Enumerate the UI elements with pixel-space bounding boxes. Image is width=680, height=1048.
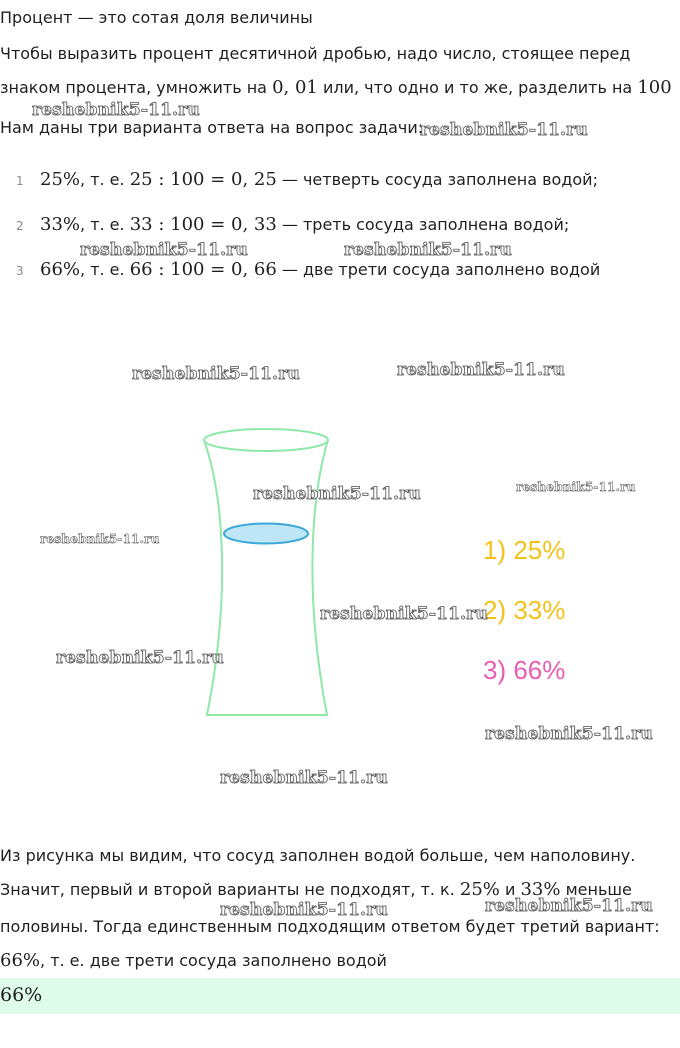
watermark: reshebnik5-11.ru <box>397 360 565 380</box>
conclusion-text-b: и <box>499 880 521 899</box>
intro-text: Нам даны три варианта ответа на вопрос задачи: <box>0 118 424 137</box>
watermark: reshebnik5-11.ru <box>56 648 224 668</box>
water-surface <box>224 524 308 544</box>
list-number: 3 <box>16 264 24 278</box>
figure-option-2: 2) 33% <box>483 595 566 625</box>
figure-option-3: 3) 66% <box>483 655 566 685</box>
watermark: reshebnik5-11.ru <box>320 604 488 624</box>
list-mid: , т. е. <box>80 170 130 189</box>
list-text: — четверть сосуда заполнена водой; <box>276 170 598 189</box>
watermark: reshebnik5-11.ru <box>485 724 653 744</box>
watermark: reshebnik5-11.ru <box>485 896 653 916</box>
list-text: — треть сосуда заполнена водой; <box>276 215 570 234</box>
rule-text-a: знаком процента, умножить на <box>0 78 273 97</box>
list-expression: 33 : 100 = 0, 33 <box>129 214 277 235</box>
conclusion-math-25: 25% <box>459 879 500 900</box>
rule-math-100: 100 <box>637 77 672 98</box>
conclusion-line-4 <box>0 950 387 972</box>
watermark: reshebnik5-11.ru <box>516 480 636 494</box>
watermark: reshebnik5-11.ru <box>220 768 388 788</box>
definition-heading: Процент — это сотая доля величины <box>0 8 313 27</box>
watermark: reshebnik5-11.ru <box>420 120 588 140</box>
figure-option-1: 1) 25% <box>483 535 566 565</box>
rule-text-b: или, что одно и то же, разделить на <box>317 78 638 97</box>
vessel-outline <box>204 440 328 715</box>
watermark: reshebnik5-11.ru <box>344 240 512 260</box>
list-percent: 33% <box>40 214 81 235</box>
conclusion-text-d: , т. е. две трети сосуда заполнено водой <box>40 951 387 970</box>
list-mid: , т. е. <box>80 260 130 279</box>
list-text: — две трети сосуда заполнено водой <box>276 260 601 279</box>
watermark: reshebnik5-11.ru <box>220 900 388 920</box>
watermark: reshebnik5-11.ru <box>32 100 200 120</box>
vessel-rim <box>204 429 328 451</box>
watermark: reshebnik5-11.ru <box>253 484 421 504</box>
conclusion-math-33: 33% <box>520 879 561 900</box>
answer-bar <box>0 978 680 1014</box>
rule-line-1: Чтобы выразить процент десятичной дробью, надо число, стоящее перед <box>0 44 631 63</box>
list-number: 2 <box>16 219 24 233</box>
list-expression: 66 : 100 = 0, 66 <box>129 259 277 280</box>
list-expression: 25 : 100 = 0, 25 <box>129 169 277 190</box>
list-percent: 25% <box>40 169 81 190</box>
list-mid: , т. е. <box>80 215 130 234</box>
conclusion-text-a: Значит, первый и второй варианты не подходят, т. к. <box>0 880 460 899</box>
answer-value: 66% <box>0 984 43 1006</box>
watermark: reshebnik5-11.ru <box>80 240 248 260</box>
conclusion-text-c: меньше <box>560 880 632 899</box>
watermark: reshebnik5-11.ru <box>132 364 300 384</box>
rule-math-001: 0, 01 <box>272 77 318 98</box>
list-percent: 66% <box>40 259 81 280</box>
conclusion-math-66: 66% <box>0 950 41 971</box>
list-number: 1 <box>16 174 24 188</box>
conclusion-line-1: Из рисунка мы видим, что сосуд заполнен водой больше, чем наполовину. <box>0 846 636 865</box>
conclusion-line-3: половины. Тогда единственным подходящим ответом будет третий вариант: <box>0 917 660 936</box>
watermark: reshebnik5-11.ru <box>40 532 160 546</box>
